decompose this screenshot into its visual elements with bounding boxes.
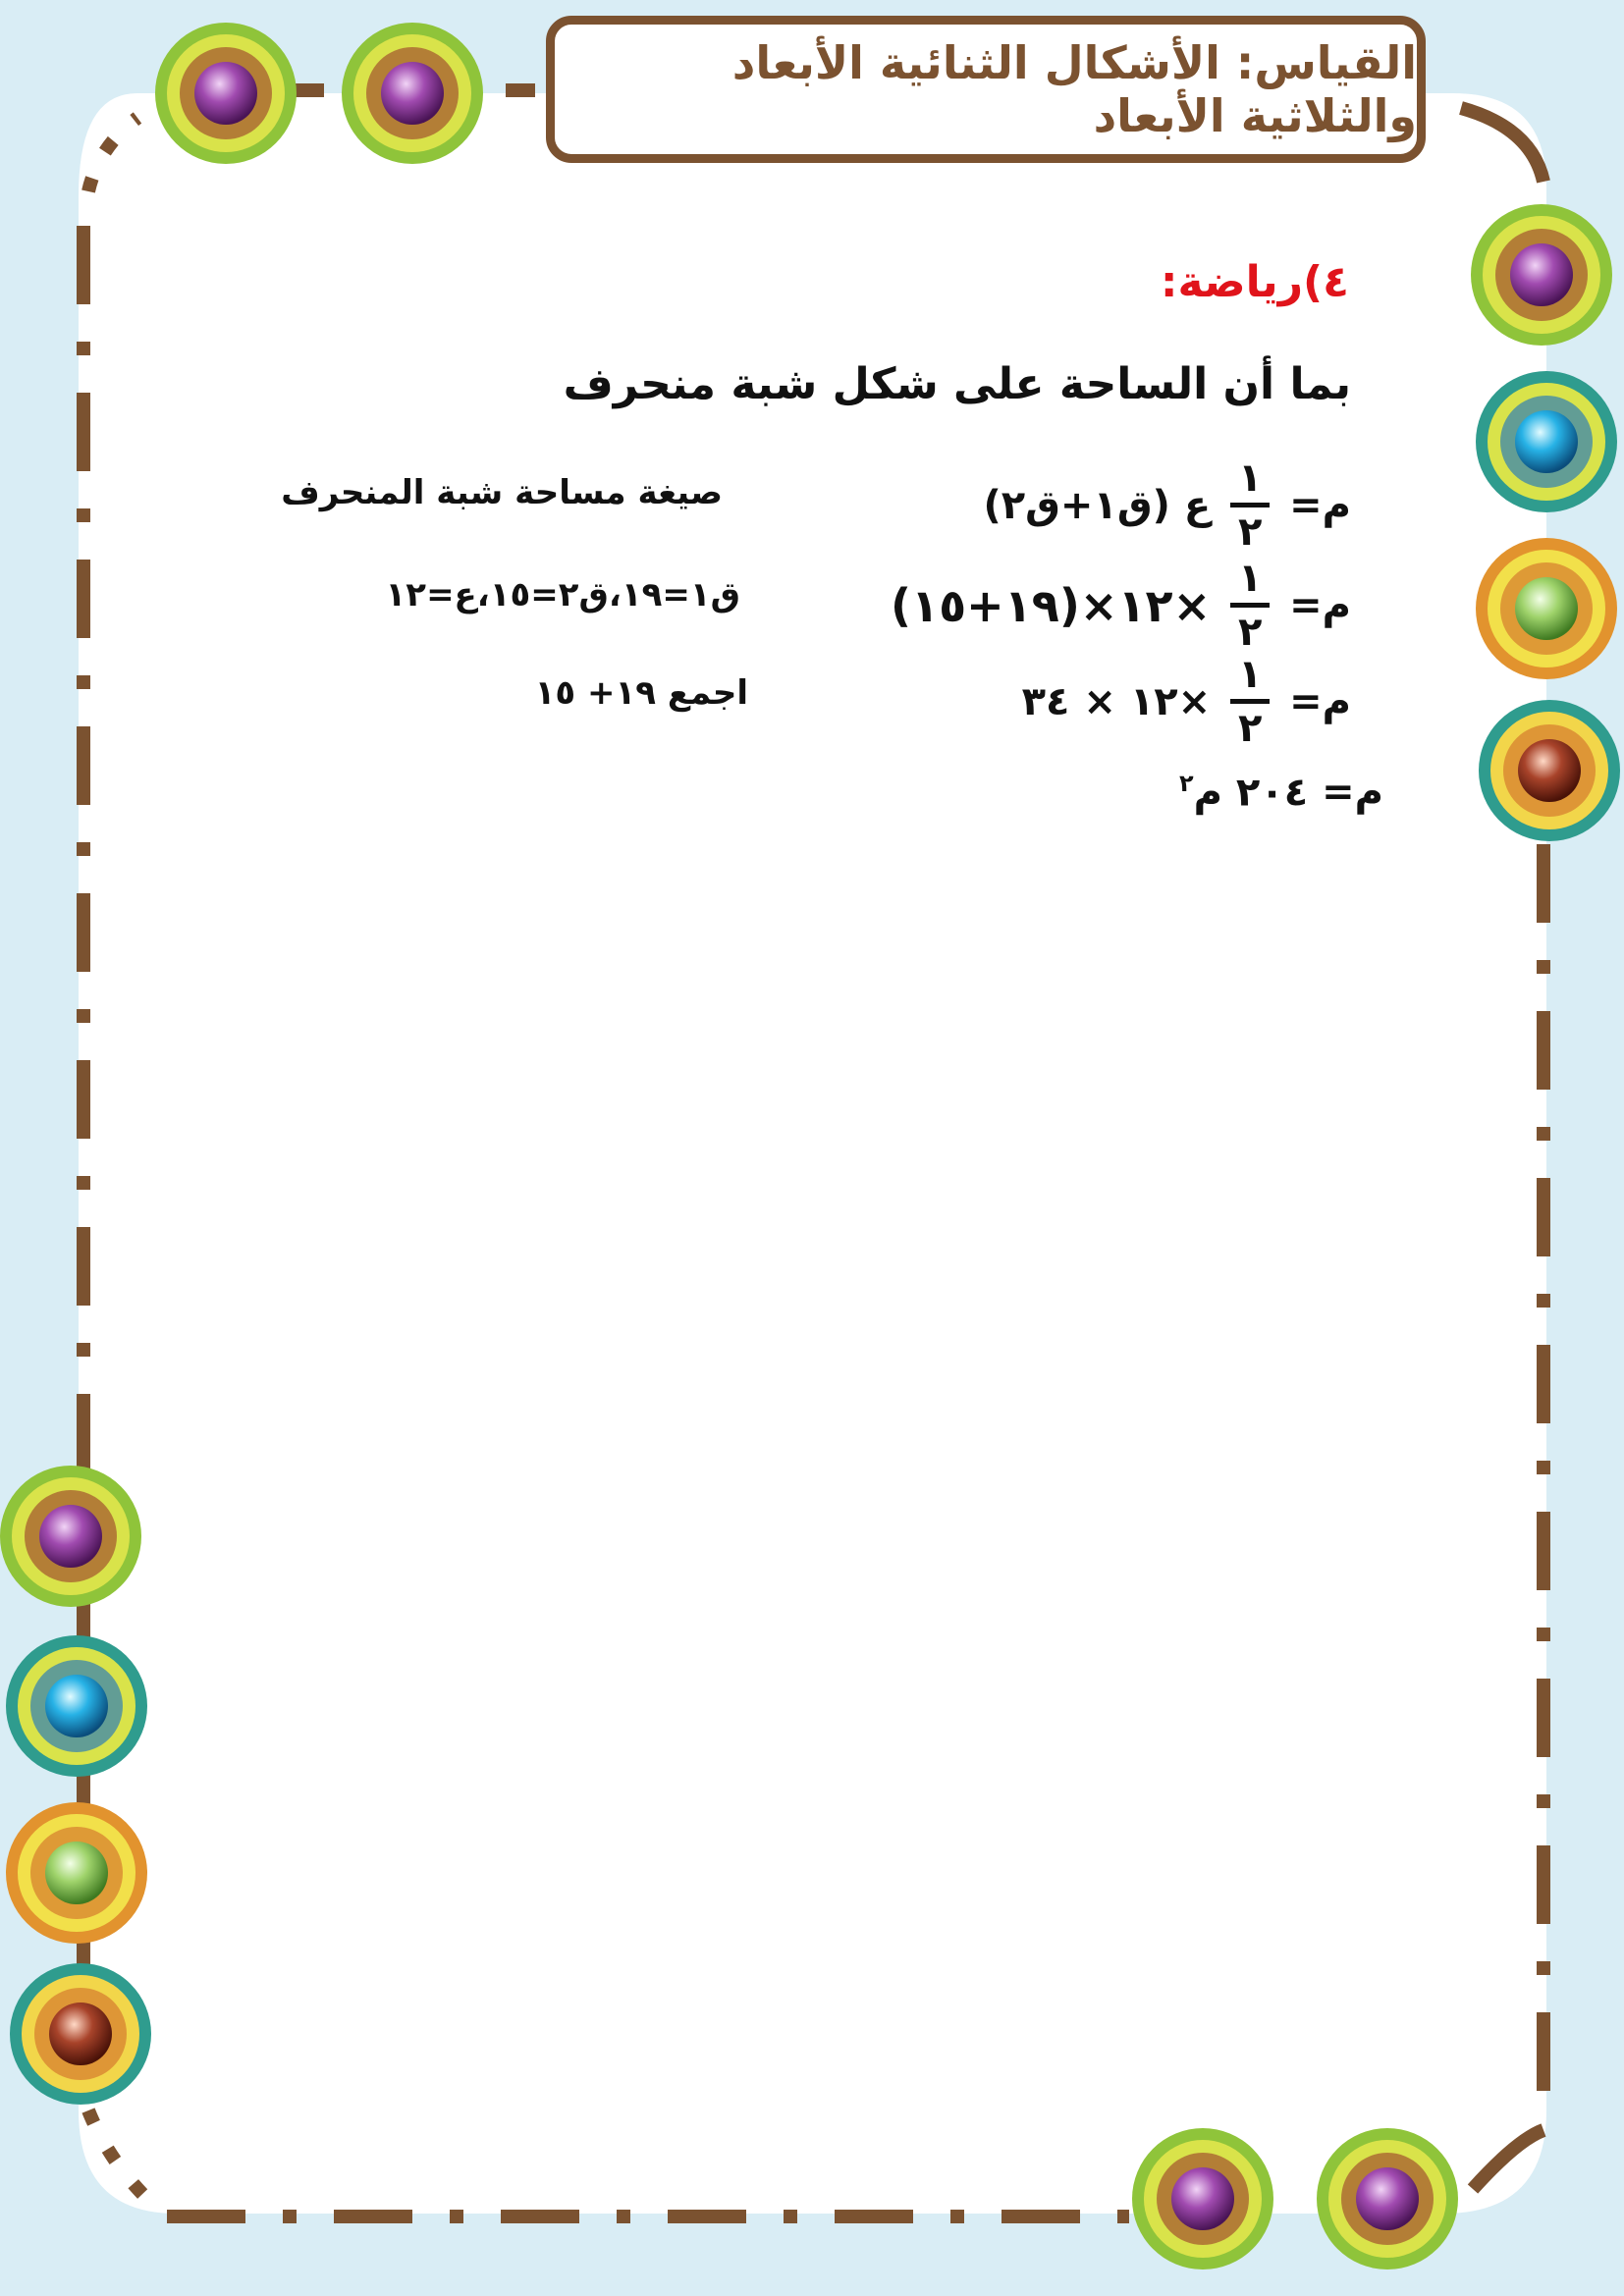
equation-line-1 [983,457,1351,553]
fraction-denominator: ٢ [1237,509,1263,555]
flower-icon-purple [1471,204,1612,346]
equation-lhs: م= [1289,678,1351,724]
fraction-numerator: ١ [1237,652,1263,697]
equation-rhs: ع (ق١+ق٢) [983,482,1212,528]
fraction-half [1230,558,1270,653]
equation-line-2 [891,558,1351,653]
equation-line-3 [1022,654,1351,749]
equation-lhs: م= [1289,482,1351,528]
result-number: ٢٠٤ م [1193,770,1309,816]
flower-icon-purple [0,1466,141,1607]
equation-rhs: ×١٢×(١٩+١٥) [890,578,1212,632]
result-value [1179,770,1308,815]
intro-sentence: بما أن الساحة على شكل شبة منحرف [563,359,1351,409]
fraction-numerator: ١ [1237,455,1263,501]
flower-icon-orange [6,1802,147,1944]
flower-icon-purple [1317,2128,1458,2269]
flower-icon-blue [6,1635,147,1777]
flower-icon-purple [155,23,297,164]
page-title: القياس: الأشكال الثنائية الأبعاد والثلاثية الأبعاد [731,36,1417,142]
equation-note-2: ق١=١٩،ق٢=١٥،ع=١٢ [385,575,740,614]
flower-icon-orange [1476,538,1617,679]
result-line [1179,770,1383,815]
flower-icon-purple [342,23,483,164]
equation-note-3: اجمع ١٩+ ١٥ [534,673,748,713]
equation-note-1: صيغة مساحة شبة المنحرف [281,473,723,512]
result-lhs: م= [1322,770,1383,816]
flower-icon-purple [1132,2128,1273,2269]
fraction-half [1230,457,1270,553]
flower-icon-red [1479,700,1620,841]
flower-icon-blue [1476,371,1617,512]
fraction-denominator: ٢ [1237,610,1263,655]
title-box [546,16,1426,163]
flower-icon-red [10,1963,151,2105]
fraction-denominator: ٢ [1237,706,1263,751]
equation-lhs: م= [1289,582,1351,628]
equation-rhs: ×١٢ × ٣٤ [1021,678,1212,724]
fraction-half [1230,654,1270,749]
fraction-numerator: ١ [1237,556,1263,601]
result-exponent: ٢ [1179,770,1194,797]
section-heading: ٤)رياضة: [1160,257,1349,307]
